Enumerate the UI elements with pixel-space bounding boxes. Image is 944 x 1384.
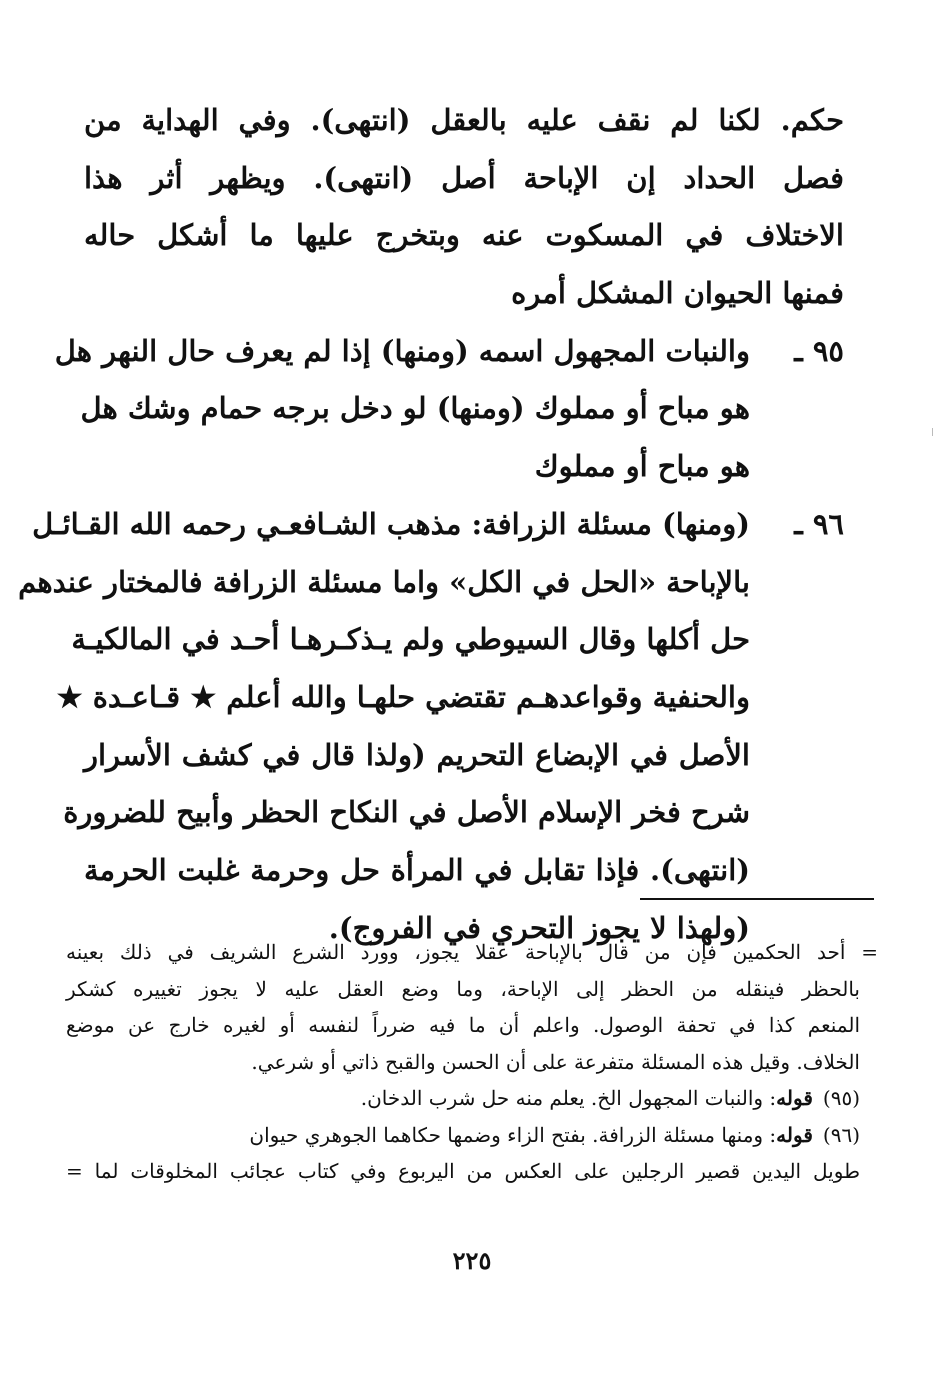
- footnote-line: بالحظر فينقله من الحظر إلى الإباحة، وما وضع العقل عليه لا يجوز تغييره كشكر: [66, 976, 860, 1001]
- item-line: بالإباحة «الحل في الكل» واما مسئلة الزرافة فالمختار عندهم: [18, 564, 750, 599]
- footnote-text: : ومنها مسئلة الزرافة. بفتح الزاء وضمها حكاهما الجوهري حيوان: [249, 1122, 777, 1147]
- item-number: ٩٦ ـ: [794, 506, 844, 541]
- footnote-number: (٩٦): [822, 1122, 860, 1147]
- main-line: الاختلاف في المسكوت عنه وبتخرج عليها ما أشكل حاله: [84, 218, 844, 253]
- item-line: شرح فخر الإسلام الأصل في النكاح الحظر وأبيح للضرورة: [63, 795, 750, 830]
- numbered-item-96: [18, 496, 844, 958]
- item-line: حل أكلها وقال السيوطي ولم يـذكـرهـا أحـد في المالكيـة: [71, 622, 750, 657]
- footnote-keyword: قوله: [776, 1122, 813, 1147]
- scan-speck: [932, 428, 933, 436]
- item-line: هو مباح أو مملوك: [534, 449, 750, 484]
- item-line: والحنفية وقواعدهـم تقتضي حلهـا والله أعلم ★ قـاعـدة ★: [56, 679, 750, 714]
- item-number: ٩٥ ـ: [794, 333, 844, 368]
- footnote-keyword: قوله: [776, 1086, 813, 1110]
- item-line: (انتهى). فإذا تقابل في المرأة حل وحرمة غلبت الحرمة: [84, 852, 750, 887]
- footnotes: [66, 934, 878, 1190]
- footnote-number: (٩٥): [822, 1086, 860, 1110]
- main-line: فصل الحداد إن الإباحة أصل (انتهى). ويظهر أثر هذا: [84, 160, 844, 195]
- item-line: (ولهذا لا يجوز التحري في الفروج).: [328, 910, 750, 945]
- footnote-line: المنعم كذا في تحفة الوصول. واعلم أن ما فيه ضرراً لنفسه أو لغيره خارج عن موضع: [66, 1013, 860, 1037]
- item-line: (ومنها) مسئلة الزرافة: مذهب الشـافعـي رحمه الله القـائـل: [32, 506, 750, 541]
- footnote-separator: [640, 898, 874, 900]
- page-number: ٢٢٥: [452, 1246, 492, 1275]
- item-line: هو مباح أو مملوك (ومنها) لو دخل برجه حمام وشك هل: [80, 391, 750, 426]
- main-line: فمنها الحيوان المشكل أمره: [511, 276, 844, 311]
- item-line: والنبات المجهول اسمه (ومنها) إذا لم يعرف حال النهر هل: [54, 333, 750, 368]
- numbered-item-95: [54, 323, 844, 496]
- footnote-line: الخلاف. وقيل هذه المسئلة متفرعة على أن الحسن والقبح ذاتي أو شرعي.: [251, 1049, 860, 1074]
- footnote-line: طويل اليدين قصير الرجلين على العكس من اليربوع وفي كتاب عجائب المخلوقات لما =: [66, 1159, 860, 1183]
- footnote-96: [66, 1117, 878, 1154]
- main-text: [18, 92, 844, 957]
- footnote-text: : والنبات المجهول الخ. يعلم منه حل شرب الدخان.: [360, 1086, 777, 1110]
- main-line: حكم. لكنا لم نقف عليه بالعقل (انتهى). وفي الهداية من: [84, 103, 844, 137]
- item-line: الأصل في الإبضاع التحريم (ولذا قال في كشف الأسرار: [84, 737, 750, 772]
- footnote-95: [66, 1080, 878, 1117]
- footnote-line: = أحد الحكمين فإن من قال بالإباحة عقلا يجوز، وورد الشرع الشريف في ذلك بعينه: [66, 940, 878, 964]
